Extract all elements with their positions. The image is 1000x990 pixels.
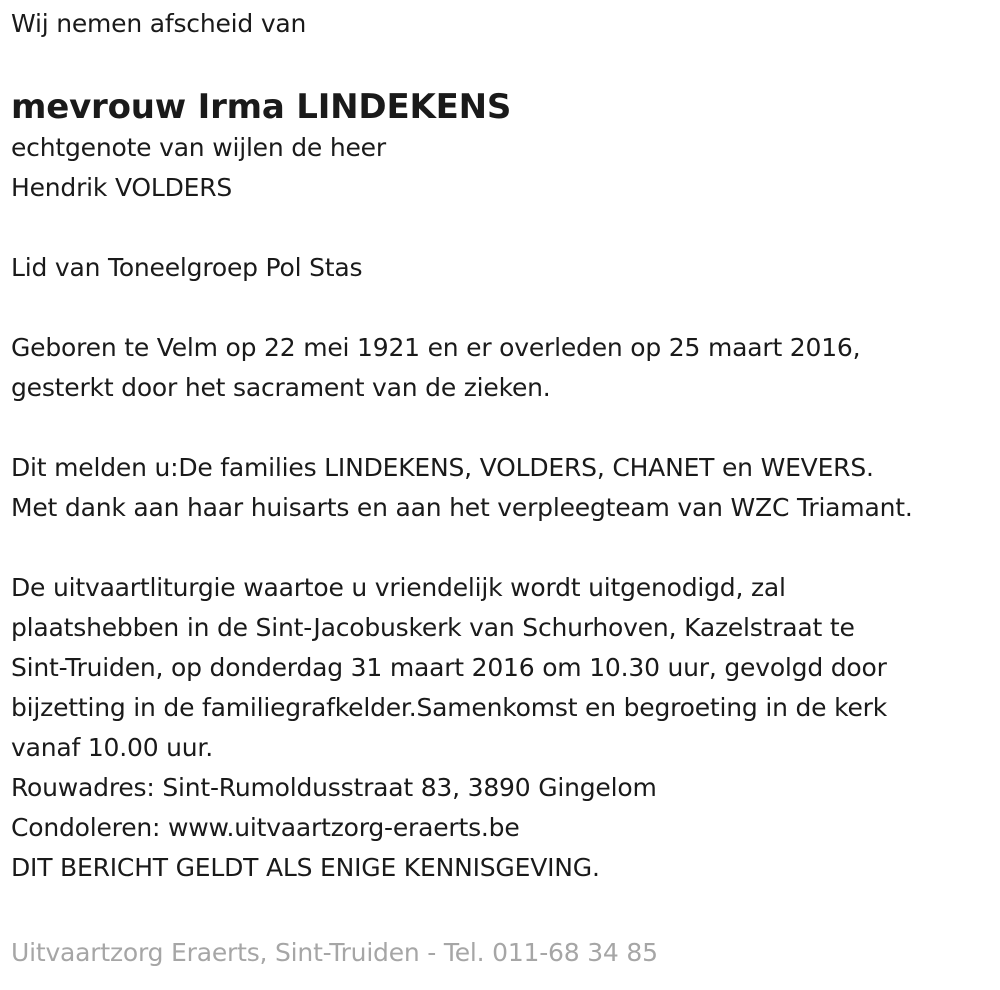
funeral-line-1: De uitvaartliturgie waartoe u vriendelijk wordt uitgenodigd, zal xyxy=(11,573,786,602)
spacer xyxy=(11,528,996,568)
deceased-name: mevrouw Irma LINDEKENS xyxy=(11,87,512,127)
spouse-line-2: Hendrik VOLDERS xyxy=(11,173,233,202)
mourning-address: Rouwadres: Sint-Rumoldusstraat 83, 3890 Gingelom xyxy=(11,773,657,802)
birth-death-line-1: Geboren te Velm op 22 mei 1921 en er overleden op 25 maart 2016, xyxy=(11,333,861,362)
announcers-line-1: Dit melden u:De families LINDEKENS, VOLDERS, CHANET en WEVERS. xyxy=(11,453,874,482)
spouse-line-1: echtgenote van wijlen de heer xyxy=(11,133,386,162)
funeral-line-2: plaatshebben in de Sint-Jacobuskerk van Schurhoven, Kazelstraat te xyxy=(11,613,855,642)
intro-text: Wij nemen afscheid van xyxy=(11,9,307,38)
spacer xyxy=(11,208,996,248)
funeral-line-4: bijzetting in de familiegrafkelder.Samenkomst en begroeting in de kerk xyxy=(11,693,888,722)
spacer xyxy=(11,408,996,448)
funeral-home-footer: Uitvaartzorg Eraerts, Sint-Truiden - Tel. 011-68 34 85 xyxy=(11,938,658,967)
birth-death-line-2: gesterkt door het sacrament van de zieken. xyxy=(11,373,551,402)
announcers-line-2: Met dank aan haar huisarts en aan het verpleegteam van WZC Triamant. xyxy=(11,493,913,522)
obituary-notice xyxy=(11,4,996,888)
membership-text: Lid van Toneelgroep Pol Stas xyxy=(11,253,363,282)
notice-disclaimer: DIT BERICHT GELDT ALS ENIGE KENNISGEVING. xyxy=(11,853,600,882)
funeral-line-3: Sint-Truiden, op donderdag 31 maart 2016 om 10.30 uur, gevolgd door xyxy=(11,653,887,682)
spacer xyxy=(11,288,996,328)
condolence-website: Condoleren: www.uitvaartzorg-eraerts.be xyxy=(11,813,520,842)
funeral-line-5: vanaf 10.00 uur. xyxy=(11,733,213,762)
